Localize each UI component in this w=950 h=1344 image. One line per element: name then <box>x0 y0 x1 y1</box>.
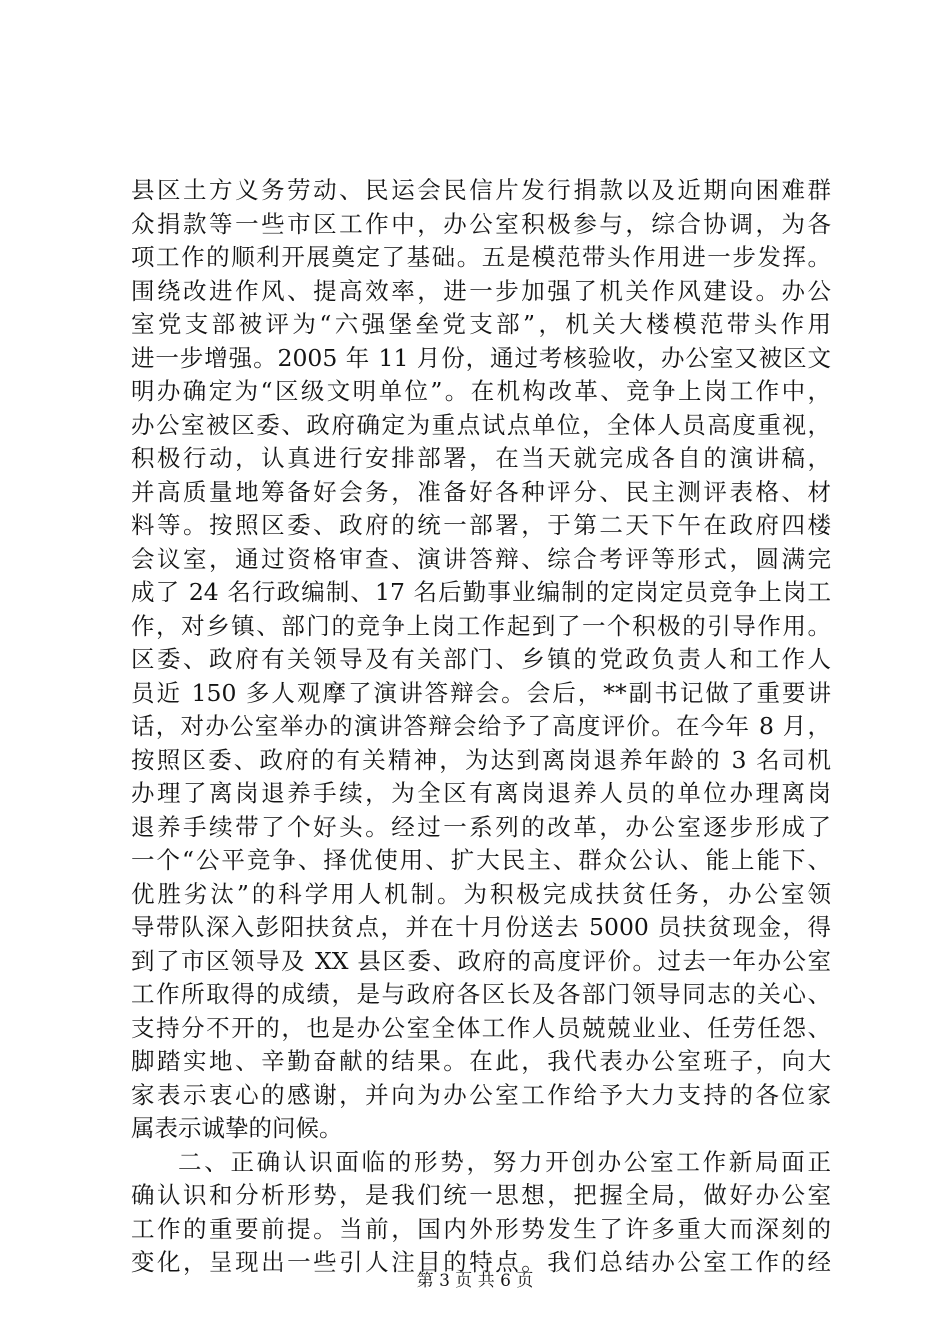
document-body <box>131 174 831 1280</box>
text-line: 会议室，通过资格审查、演讲答辩、综合考评等形式，圆满完 <box>131 544 831 573</box>
text-line: 积极行动，认真进行安排部署，在当天就完成各自的演讲稿， <box>131 444 831 472</box>
text-line: 并高质量地筹备好会务，准备好各种评分、民主测评表格、材 <box>131 477 831 506</box>
section-heading-line: 二、正确认识面临的形势，努力开创办公室工作新局面正 <box>178 1147 831 1176</box>
text-line: 支持分不开的，也是办公室全体工作人员兢兢业业、任劳任怨、 <box>131 1013 831 1042</box>
text-line: 工作的重要前提。当前，国内外形势发生了许多重大而深刻的 <box>131 1214 831 1243</box>
text-line: 明办确定为“区级文明单位”。在机构改革、竞争上岗工作中， <box>131 377 831 405</box>
text-line: 工作所取得的成绩，是与政府各区长及各部门领导同志的关心、 <box>131 980 831 1008</box>
text-line: 到了市区领导及 XX 县区委、政府的高度评价。过去一年办公室 <box>131 946 831 975</box>
text-line: 退养手续带了个好头。经过一系列的改革，办公室逐步形成了 <box>131 812 831 841</box>
text-line: 办公室被区委、政府确定为重点试点单位，全体人员高度重视， <box>131 410 831 439</box>
text-line: 话，对办公室举办的演讲答辩会给予了高度评价。在今年 8 月， <box>131 712 831 740</box>
text-line: 进一步增强。2005 年 11 月份，通过考核验收，办公室又被区文 <box>131 343 831 372</box>
text-line: 导带队深入彭阳扶贫点，并在十月份送去 5000 员扶贫现金，得 <box>131 913 831 941</box>
text-line: 脚踏实地、辛勤奋献的结果。在此，我代表办公室班子，向大 <box>131 1047 831 1075</box>
text-line: 作，对乡镇、部门的竞争上岗工作起到了一个积极的引导作用。 <box>131 611 831 640</box>
text-line: 项工作的顺利开展奠定了基础。五是模范带头作用进一步发挥。 <box>131 243 831 271</box>
text-line: 一个“公平竞争、择优使用、扩大民主、群众公认、能上能下、 <box>131 846 831 874</box>
text-line: 区委、政府有关领导及有关部门、乡镇的党政负责人和工作人 <box>131 645 831 673</box>
text-line: 优胜劣汰”的科学用人机制。为积极完成扶贫任务，办公室领 <box>131 879 831 908</box>
paragraph-end-line: 属表示诚挚的问候。 <box>131 1114 343 1142</box>
text-line: 料等。按照区委、政府的统一部署，于第二天下午在政府四楼 <box>131 511 831 539</box>
text-line: 员近 150 多人观摩了演讲答辩会。会后，**副书记做了重要讲 <box>131 678 831 707</box>
text-line: 办理了离岗退养手续，为全区有离岗退养人员的单位办理离岗 <box>131 779 831 807</box>
page-footer: 第 3 页 共 6 页 <box>416 1271 534 1291</box>
text-line: 众捐款等一些市区工作中，办公室积极参与，综合协调，为各 <box>131 209 831 238</box>
text-line: 按照区委、政府的有关精神，为达到离岗退养年龄的 3 名司机 <box>131 745 831 774</box>
text-line: 围绕改进作风、提高效率，进一步加强了机关作风建设。办公 <box>131 276 831 305</box>
text-line: 确认识和分析形势，是我们统一思想，把握全局，做好办公室 <box>131 1181 831 1209</box>
text-line: 变化，呈现出一些引人注目的特点。我们总结办公室工作的经 <box>131 1248 831 1276</box>
text-line: 县区土方义务劳动、民运会民信片发行捐款以及近期向困难群 <box>131 176 831 204</box>
text-line: 成了 24 名行政编制、17 名后勤事业编制的定岗定员竞争上岗工 <box>131 578 831 606</box>
text-line: 家表示衷心的感谢，并向为办公室工作给予大力支持的各位家 <box>131 1080 831 1109</box>
text-line: 室党支部被评为“六强堡垒党支部”，机关大楼模范带头作用 <box>131 310 831 338</box>
